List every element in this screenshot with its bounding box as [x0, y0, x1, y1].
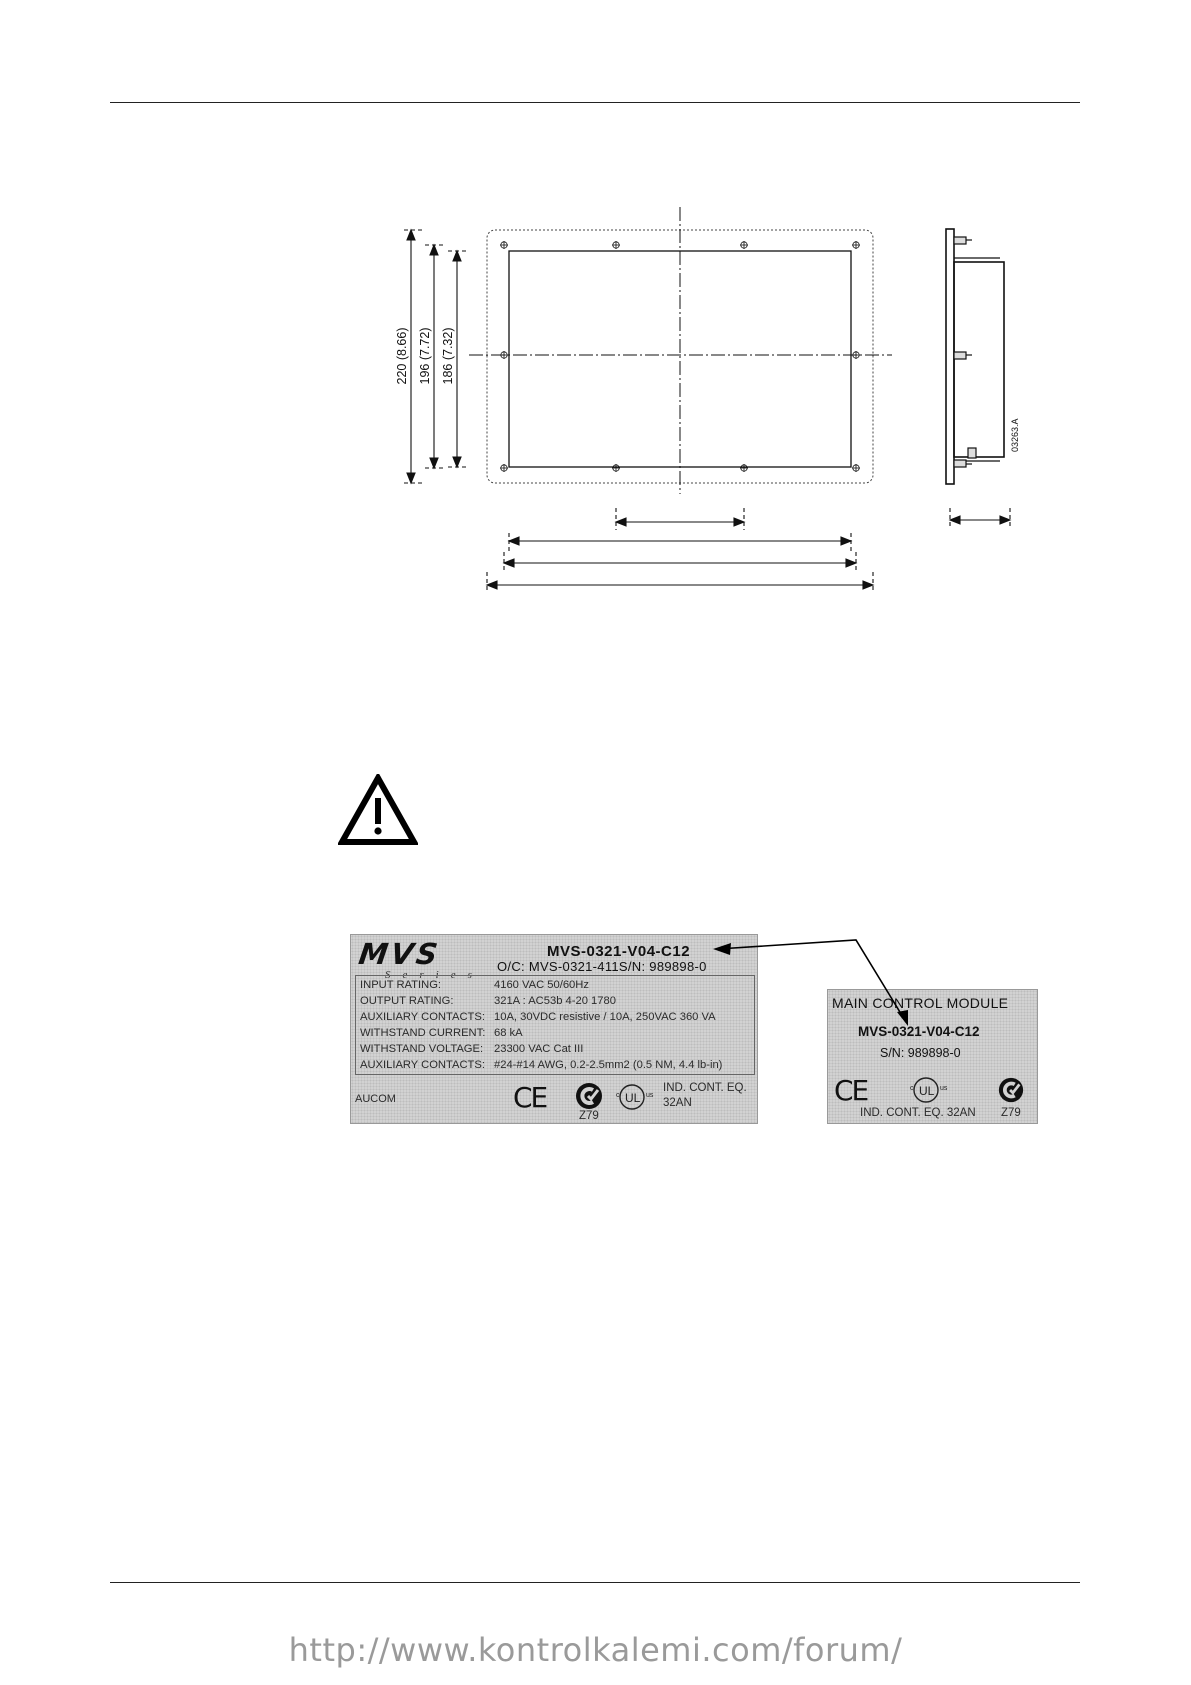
- dim-label-height-inner: 186 (7.32): [441, 327, 455, 385]
- module-ce-mark: CE: [834, 1074, 868, 1107]
- module-cert-line: IND. CONT. EQ. 32AN: [860, 1107, 976, 1119]
- module-c-tick-code: Z79: [1001, 1107, 1021, 1119]
- drawing-code: 03263.A: [1010, 418, 1020, 452]
- rating-key: AUXILIARY CONTACTS:: [360, 1011, 485, 1023]
- svg-text:c: c: [910, 1085, 914, 1092]
- c-tick-code: Z79: [579, 1110, 599, 1122]
- maker-name: AUCOM: [355, 1093, 396, 1105]
- rating-value: 10A, 30VDC resistive / 10A, 250VAC 360 VA: [494, 1011, 716, 1023]
- dim-label-height-outer: 220 (8.66): [395, 327, 409, 385]
- footer-url: http://www.kontrolkalemi.com/forum/: [288, 1631, 903, 1669]
- rating-value: 23300 VAC Cat III: [494, 1043, 584, 1055]
- svg-text:us: us: [646, 1092, 654, 1099]
- rating-key: WITHSTAND CURRENT:: [360, 1027, 486, 1039]
- order-serial-line: O/C: MVS-0321-411S/N: 989898-0: [497, 959, 707, 974]
- rating-value: 4160 VAC 50/60Hz: [494, 979, 589, 991]
- rating-value: 321A : AC53b 4-20 1780: [494, 995, 616, 1007]
- ul-mark-text: UL: [625, 1091, 641, 1105]
- svg-text:c: c: [616, 1092, 620, 1099]
- rating-value: #24-#14 AWG, 0.2-2.5mm2 (0.5 NM, 4.4 lb-in): [494, 1059, 723, 1071]
- model-number: MVS-0321-V04-C12: [547, 943, 691, 960]
- dim-label-height-mid: 196 (7.72): [418, 327, 432, 385]
- module-model-number: MVS-0321-V04-C12: [858, 1024, 980, 1039]
- brand-series: Series: [385, 969, 484, 981]
- rating-key: OUTPUT RATING:: [360, 995, 454, 1007]
- footer-rule: [110, 1582, 1080, 1583]
- module-serial: S/N: 989898-0: [880, 1046, 961, 1060]
- rating-value: 68 kA: [494, 1027, 523, 1039]
- brand-logo: MVS: [356, 937, 443, 971]
- svg-text:us: us: [940, 1085, 948, 1092]
- ind-cont-code: 32AN: [663, 1097, 692, 1109]
- module-title: MAIN CONTROL MODULE: [832, 995, 1009, 1011]
- rating-key: AUXILIARY CONTACTS:: [360, 1059, 485, 1071]
- rating-key: INPUT RATING:: [360, 979, 442, 991]
- ce-mark: CE: [513, 1081, 547, 1114]
- rating-key: WITHSTAND VOLTAGE:: [360, 1043, 484, 1055]
- ind-cont-eq: IND. CONT. EQ.: [663, 1082, 747, 1094]
- module-ul-mark-text: UL: [919, 1084, 935, 1098]
